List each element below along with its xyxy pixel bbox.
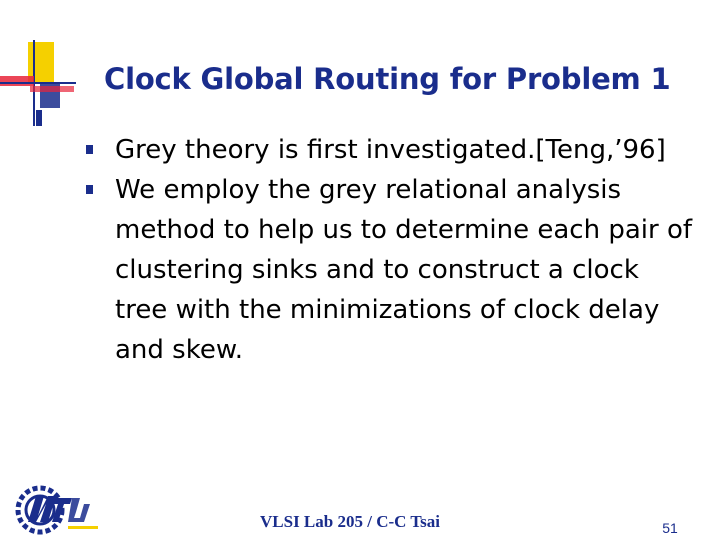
university-logo-icon	[14, 482, 100, 536]
slide-title: Clock Global Routing for Problem 1	[104, 62, 671, 96]
bullet-text: Grey theory is first investigated.[Teng,’96]	[115, 135, 666, 165]
bullet-list	[84, 130, 694, 370]
bullet-text: We employ the grey relational analysis method to help us to determine each pair of clustering sinks and to construct a clock tree with the minimizations of clock delay and skew.	[115, 175, 693, 365]
square-bullet-icon	[86, 145, 93, 154]
square-bullet-icon	[86, 185, 93, 194]
corner-decoration-icon	[0, 40, 80, 130]
bullet-item	[84, 130, 694, 170]
bullet-item	[84, 170, 694, 370]
footer-text: VLSI Lab 205 / C-C Tsai	[260, 512, 440, 531]
page-number: 51	[662, 520, 678, 536]
